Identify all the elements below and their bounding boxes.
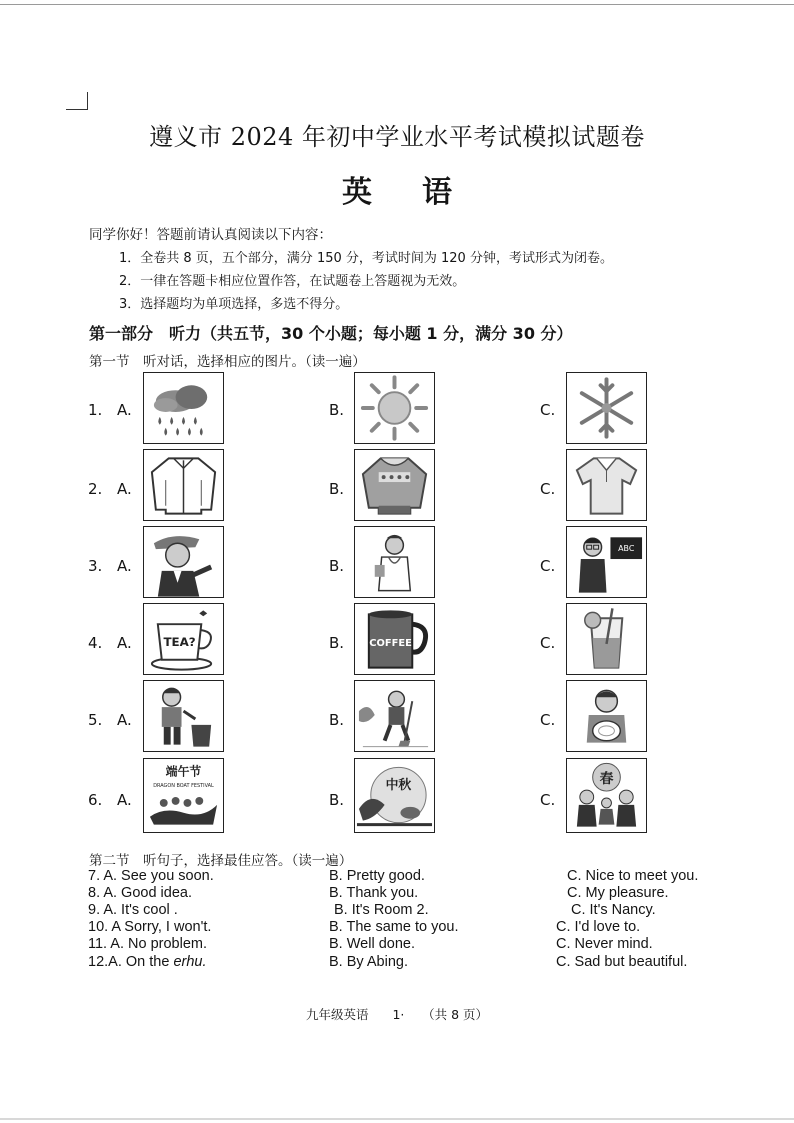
sweeping-boy-icon — [354, 680, 435, 752]
option-a: 9. A. It's cool . — [88, 902, 178, 918]
footer-total-pages: （共 8 页） — [428, 1007, 489, 1022]
option-b: B. By Abing. — [329, 954, 408, 970]
coffee-text: COFFEE — [369, 637, 412, 649]
option-c: C. Sad but beautiful. — [556, 954, 688, 970]
rain-cloud-icon — [143, 372, 224, 444]
juice-glass-icon — [566, 603, 647, 675]
option-b: B. The same to you. — [329, 919, 459, 935]
option-label: A. — [117, 791, 132, 809]
option-label: C. — [540, 480, 556, 498]
bottom-rule — [0, 1118, 794, 1120]
footer-subject: 九年级英语 — [305, 1007, 369, 1022]
exam-title: 遵义市 2024 年初中学业水平考试模拟试题卷 — [149, 123, 645, 151]
jacket-icon — [143, 449, 224, 521]
option-a-text: 12.A. On the — [88, 954, 174, 970]
rule-3: 3．选择题均为单项选择，多选不得分。 — [119, 297, 349, 312]
instructions-intro: 同学你好！答题前请认真阅读以下内容： — [89, 227, 332, 243]
option-b: B. Thank you. — [329, 885, 419, 901]
footer-page-number: 1· — [392, 1007, 405, 1022]
dishwashing-boy-icon — [566, 680, 647, 752]
section-2-heading: 第二节 听句子，选择最佳应答。（读一遍） — [89, 853, 353, 869]
spring-festival-icon — [566, 758, 647, 833]
option-c: C. It's Nancy. — [571, 902, 656, 918]
part-1-heading: 第一部分 听力（共五节，30 个小题；每小题 1 分，满分 30 分） — [89, 324, 573, 343]
option-a — [88, 954, 207, 970]
sun-icon — [354, 372, 435, 444]
option-label: B. — [329, 711, 345, 729]
coffee-mug-icon — [354, 603, 435, 675]
mid-autumn-text: 中秋 — [385, 778, 412, 794]
recycling-boy-icon — [143, 680, 224, 752]
option-label: B. — [329, 401, 345, 419]
option-a: 8. A. Good idea. — [88, 885, 192, 901]
option-label: A. — [117, 557, 132, 575]
tea-cup-icon — [143, 603, 224, 675]
sweater-icon — [354, 449, 435, 521]
option-label: C. — [540, 634, 556, 652]
question-number: 3. — [88, 557, 103, 575]
question-number: 2. — [88, 480, 103, 498]
option-c: C. I'd love to. — [556, 919, 641, 935]
option-label: C. — [540, 711, 556, 729]
tea-text: TEA? — [163, 634, 196, 649]
option-c: C. My pleasure. — [567, 885, 669, 901]
mid-autumn-festival-icon — [354, 758, 435, 833]
option-a-italic: erhu. — [173, 954, 207, 970]
option-c: C. Nice to meet you. — [567, 868, 699, 884]
businessman-icon — [143, 526, 224, 598]
option-label: B. — [329, 480, 345, 498]
option-label: A. — [117, 401, 132, 419]
dragon-boat-festival-icon — [143, 758, 224, 833]
option-label: C. — [540, 557, 556, 575]
option-label: B. — [329, 557, 345, 575]
section-1-heading: 第一节 听对话，选择相应的图片。（读一遍） — [89, 354, 366, 370]
polo-shirt-icon — [566, 449, 647, 521]
option-b: B. Pretty good. — [329, 868, 425, 884]
option-b: B. Well done. — [329, 936, 415, 952]
option-label: B. — [329, 791, 345, 809]
option-a: 11. A. No problem. — [88, 936, 208, 952]
top-rule — [0, 4, 794, 5]
teacher-icon — [566, 526, 647, 598]
dragon-title-text: 端午节 — [165, 764, 202, 779]
board-text: ABC — [618, 544, 635, 554]
question-number: 1. — [88, 401, 103, 419]
snowflake-icon — [566, 372, 647, 444]
option-a: 10. A Sorry, I won't. — [88, 919, 212, 935]
question-number: 5. — [88, 711, 103, 729]
dragon-sub-text: DRAGON BOAT FESTIVAL — [153, 783, 214, 790]
option-label: B. — [329, 634, 345, 652]
rule-2: 2．一律在答题卡相应位置作答，在试题卷上答题视为无效。 — [119, 274, 466, 289]
option-label: C. — [540, 791, 556, 809]
page-footer — [0, 1005, 794, 1023]
option-label: A. — [117, 480, 132, 498]
spring-text: 春 — [599, 771, 614, 788]
subject-title: 英语 — [342, 175, 502, 210]
option-label: C. — [540, 401, 556, 419]
option-c: C. Never mind. — [556, 936, 653, 952]
option-label: A. — [117, 711, 132, 729]
question-number: 4. — [88, 634, 103, 652]
option-label: A. — [117, 634, 132, 652]
corner-mark — [66, 92, 88, 110]
option-b: B. It's Room 2. — [334, 902, 429, 918]
question-number: 6. — [88, 791, 103, 809]
rule-1: 1．全卷共 8 页，五个部分，满分 150 分，考试时间为 120 分钟，考试形式为闭卷。 — [119, 251, 613, 266]
doctor-icon — [354, 526, 435, 598]
option-a: 7. A. See you soon. — [88, 868, 214, 884]
